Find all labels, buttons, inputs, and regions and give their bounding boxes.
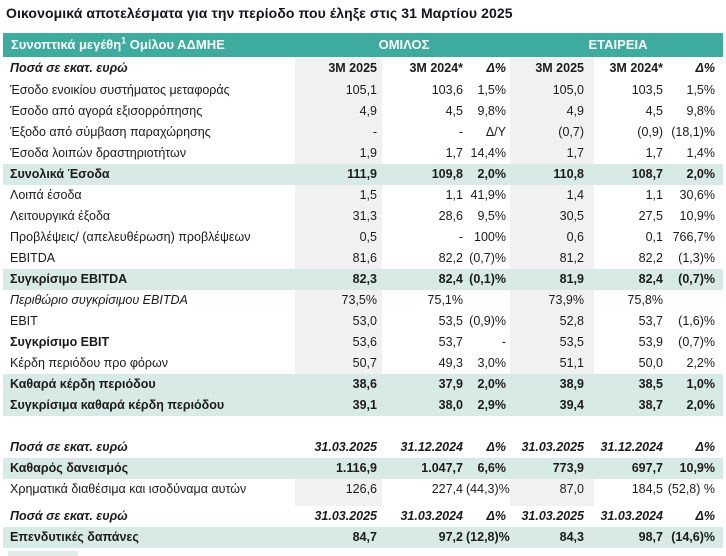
value-cell-c1: 111,9 (347, 167, 377, 181)
value-cell-c1: 0,5 (295, 227, 382, 248)
summary-figures-text: Συνοπτικά μεγέθη (11, 37, 122, 52)
table-row (3, 80, 723, 101)
value-cell-c4: 31.03.2025 (521, 440, 584, 454)
value-cell-c1: 50,7 (295, 353, 382, 374)
value-cell-c6 (666, 290, 723, 311)
table-row (3, 101, 723, 122)
value-cell-c5: 38,7 (638, 398, 663, 412)
table-row (3, 206, 723, 227)
value-cell-c4 (510, 416, 594, 437)
table-body (3, 57, 723, 548)
value-cell-c1: 126,6 (295, 479, 382, 500)
value-cell-c3 (466, 416, 510, 437)
table-row (3, 248, 723, 269)
value-cell-c1: 31.03.2025 (314, 440, 377, 454)
row-label: Συγκρίσιμο EBITDA (10, 272, 128, 286)
value-cell-c4: 51,1 (510, 353, 594, 374)
value-cell-c6 (666, 416, 723, 437)
row-label: EBITDA (10, 251, 56, 265)
value-cell-c4: 73,9% (510, 290, 594, 311)
value-cell-c4: 105,0 (510, 80, 594, 101)
value-cell-c2: 53,7 (438, 335, 463, 349)
value-cell-c5: (0,9) (637, 125, 663, 139)
value-cell-c2: 31.03.2024 (400, 509, 463, 523)
table-row (3, 437, 723, 458)
value-cell-c5: 82,4 (638, 272, 663, 286)
value-cell-c2: 53,5 (438, 314, 463, 328)
value-cell-c2: 82,4 (438, 272, 463, 286)
value-cell-c1: 1.116,9 (335, 461, 377, 475)
value-cell-c6: 1,4% (686, 146, 715, 160)
value-cell-c1: 3M 2025 (295, 57, 382, 80)
value-cell-c5: 53,9 (638, 335, 663, 349)
table-row (3, 57, 723, 80)
value-cell-c3: Δ% (486, 509, 506, 523)
value-cell-c3: (44,3)% (466, 482, 510, 496)
value-cell-c1: 73,5% (295, 290, 382, 311)
value-cell-c5: 82,2 (638, 251, 663, 265)
value-cell-c1: 1,5 (295, 185, 382, 206)
row-label: Έσοδο ενοικίου συστήματος μεταφοράς (10, 83, 230, 97)
table-row (3, 527, 723, 548)
value-cell-c3: - (501, 335, 506, 349)
table-row (3, 506, 723, 527)
value-cell-c6: 30,6% (679, 188, 715, 202)
value-cell-c2: 49,3 (438, 356, 463, 370)
value-cell-c5: 4,5 (645, 104, 663, 118)
table-row (3, 269, 723, 290)
value-cell-c1: 82,3 (352, 272, 377, 286)
value-cell-c1 (295, 416, 382, 437)
value-cell-c6: 766,7% (672, 230, 715, 244)
value-cell-c6: Δ% (695, 440, 715, 454)
value-cell-c2: 82,2 (438, 251, 463, 265)
row-label: Καθαρά κέρδη περιόδου (10, 377, 156, 391)
summary-figures-rest: Ομίλου ΑΔΜΗΕ (126, 37, 225, 52)
value-cell-c4: 84,3 (559, 530, 584, 544)
table-row (3, 185, 723, 206)
value-cell-c5: 1,1 (645, 188, 663, 202)
value-cell-c1: 38,6 (352, 377, 377, 391)
value-cell-c2: - (458, 230, 463, 244)
value-cell-c1: 53,0 (295, 311, 382, 332)
row-label: Χρηματικά διαθέσιμα και ισοδύναμα αυτών (10, 482, 247, 496)
table-row (3, 332, 723, 353)
value-cell-c5: 38,5 (638, 377, 663, 391)
value-cell-c1: 105,1 (295, 80, 382, 101)
value-cell-c2 (382, 416, 466, 437)
value-cell-c6: 2,0% (686, 167, 715, 181)
value-cell-c4: (0,7) (510, 122, 594, 143)
value-cell-c6: (1,6)% (678, 314, 715, 328)
value-cell-c3 (466, 290, 510, 311)
table-row (3, 395, 723, 416)
row-label: Ποσά σε εκατ. ευρώ (10, 61, 128, 75)
value-cell-c5: 3M 2024* (609, 61, 663, 75)
value-cell-c4: 1,4 (510, 185, 594, 206)
value-cell-c5: 98,7 (638, 530, 663, 544)
value-cell-c2: 75,1% (427, 293, 463, 307)
row-label: Συγκρίσιμο EBIT (10, 335, 110, 349)
table-row (3, 479, 723, 500)
value-cell-c6: (0,7)% (678, 272, 715, 286)
value-cell-c3: 2,0% (477, 167, 506, 181)
value-cell-c6: 1,5% (686, 83, 715, 97)
value-cell-c2: 31.12.2024 (400, 440, 463, 454)
value-cell-c4: 39,4 (559, 398, 584, 412)
row-label: Συγκρίσιμα καθαρά κέρδη περιόδου (10, 398, 225, 412)
value-cell-c3: (0,7)% (469, 251, 506, 265)
value-cell-c6: 10,9% (679, 461, 715, 475)
value-cell-c3: 14,4% (470, 146, 506, 160)
value-cell-c3: (12,8)% (466, 530, 510, 544)
row-label: EBIT (10, 314, 38, 328)
table-row (3, 164, 723, 185)
company-column-header: ΕΤΑΙΡΕΙΑ (588, 37, 648, 52)
value-cell-c4: 81,2 (510, 248, 594, 269)
value-cell-c4: 87,0 (510, 479, 594, 500)
row-label: Περιθώριο συγκρίσιμου EBITDA (10, 293, 188, 307)
value-cell-c3: 100% (474, 230, 506, 244)
value-cell-c5: 31.03.2024 (600, 509, 663, 523)
spacer-row (3, 416, 723, 437)
value-cell-c5: 50,0 (638, 356, 663, 370)
value-cell-c4: 773,9 (552, 461, 584, 475)
value-cell-c2: 3M 2024* (409, 61, 463, 75)
value-cell-c5: 184,5 (631, 482, 663, 496)
value-cell-c3: Δ/Υ (485, 125, 506, 139)
value-cell-c3: 2,0% (477, 377, 506, 391)
value-cell-c4: 30,5 (510, 206, 594, 227)
value-cell-c6: 10,9% (679, 209, 715, 223)
value-cell-c1: 39,1 (352, 398, 377, 412)
row-label: Προβλέψεις/ (απελευθέρωση) προβλέψεων (10, 230, 251, 244)
value-cell-c4: 1,7 (510, 143, 594, 164)
value-cell-c1: 1,9 (295, 143, 382, 164)
value-cell-c5: 108,7 (631, 167, 663, 181)
value-cell-c5: 0,1 (645, 230, 663, 244)
table-row (3, 143, 723, 164)
value-cell-c5: 1,7 (645, 146, 663, 160)
value-cell-c1: 84,7 (352, 530, 377, 544)
value-cell-c4: 52,8 (510, 311, 594, 332)
value-cell-c6: (14,6)% (671, 530, 715, 544)
table-row (3, 311, 723, 332)
value-cell-c5 (594, 416, 666, 437)
value-cell-c5: 53,7 (638, 314, 663, 328)
value-cell-c6: (0,7)% (678, 335, 715, 349)
value-cell-c3: 6,6% (477, 461, 506, 475)
value-cell-c5: 103,5 (631, 83, 663, 97)
table-row (3, 374, 723, 395)
value-cell-c3: 3,0% (477, 356, 506, 370)
value-cell-c1: 31,3 (295, 206, 382, 227)
table-row (3, 122, 723, 143)
value-cell-c2: 1,1 (445, 188, 463, 202)
value-cell-c6: (1,3)% (678, 251, 715, 265)
value-cell-c2: 1,7 (445, 146, 463, 160)
financial-results-table (3, 33, 723, 548)
row-label: Κέρδη περιόδου προ φόρων (10, 356, 168, 370)
value-cell-c2: 28,6 (438, 209, 463, 223)
row-label: Συνολικά Έσοδα (10, 167, 110, 181)
row-label: Έξοδο από σύμβαση παραχώρησης (10, 125, 211, 139)
value-cell-c4: 81,9 (559, 272, 584, 286)
value-cell-c4: 110,8 (553, 167, 584, 181)
value-cell-c6: 2,0% (686, 398, 715, 412)
value-cell-c6: (18,1)% (671, 125, 715, 139)
value-cell-c1: 81,6 (295, 248, 382, 269)
value-cell-c1: 53,6 (295, 332, 382, 353)
row-label (3, 416, 295, 437)
value-cell-c3: Δ% (486, 61, 506, 75)
value-cell-c3: (0,9)% (469, 314, 506, 328)
value-cell-c3: 9,8% (477, 104, 506, 118)
value-cell-c6: 2,2% (686, 356, 715, 370)
value-cell-c3: 9,5% (477, 209, 506, 223)
value-cell-c2: 109,8 (431, 167, 463, 181)
value-cell-c6: (52,8) % (667, 482, 715, 496)
value-cell-c1: 4,9 (295, 101, 382, 122)
value-cell-c3: (0,1)% (469, 272, 506, 286)
value-cell-c3: Δ% (486, 440, 506, 454)
value-cell-c4: 31.03.2025 (521, 509, 584, 523)
value-cell-c6: Δ% (695, 509, 715, 523)
value-cell-c1: - (295, 122, 382, 143)
value-cell-c5: 75,8% (627, 293, 663, 307)
cutoff-row-strip (8, 551, 78, 556)
value-cell-c2: 227,4 (431, 482, 463, 496)
row-label: Ποσά σε εκατ. ευρώ (10, 440, 128, 454)
value-cell-c2: 103,6 (431, 83, 463, 97)
value-cell-c5: 27,5 (638, 209, 663, 223)
value-cell-c5: 697,7 (631, 461, 663, 475)
row-label: Λειτουργικά έξοδα (10, 209, 111, 223)
value-cell-c2: - (458, 125, 463, 139)
value-cell-c6: 9,8% (686, 104, 715, 118)
value-cell-c3: 2,9% (477, 398, 506, 412)
row-label: Ποσά σε εκατ. ευρώ (10, 509, 128, 523)
value-cell-c4: 0,6 (510, 227, 594, 248)
table-row (3, 353, 723, 374)
value-cell-c2: 37,9 (438, 377, 463, 391)
row-label: Λοιπά έσοδα (10, 188, 82, 202)
row-label: Καθαρός δανεισμός (10, 461, 129, 475)
value-cell-c2: 97,2 (438, 530, 463, 544)
value-cell-c4: 53,5 (510, 332, 594, 353)
value-cell-c5: 31.12.2024 (600, 440, 663, 454)
group-column-header: ΟΜΙΛΟΣ (378, 37, 430, 52)
value-cell-c6: 1,0% (686, 377, 715, 391)
value-cell-c4: 38,9 (559, 377, 584, 391)
value-cell-c2: 1.047,7 (421, 461, 463, 475)
summary-figures-label (11, 33, 225, 57)
value-cell-c3: 1,5% (477, 83, 506, 97)
row-label: Έσοδο από αγορά εξισορρόπησης (10, 104, 203, 118)
row-label: Επενδυτικές δαπάνες (10, 530, 139, 544)
value-cell-c6: Δ% (695, 61, 715, 75)
row-label: Έσοδα λοιπών δραστηριοτήτων (10, 146, 187, 160)
page-title: Οικονομικά αποτελέσματα για την περίοδο που έληξε στις 31 Μαρτίου 2025 (6, 5, 513, 21)
table-row (3, 458, 723, 479)
footnote-marker: 1 (121, 35, 127, 46)
table-row (3, 290, 723, 311)
value-cell-c1: 31.03.2025 (314, 509, 377, 523)
value-cell-c2: 38,0 (438, 398, 463, 412)
table-row (3, 227, 723, 248)
value-cell-c4: 3M 2025 (510, 57, 594, 80)
value-cell-c3: 41,9% (470, 188, 506, 202)
value-cell-c4: 4,9 (510, 101, 594, 122)
table-header-band (3, 33, 723, 57)
value-cell-c2: 4,5 (445, 104, 463, 118)
